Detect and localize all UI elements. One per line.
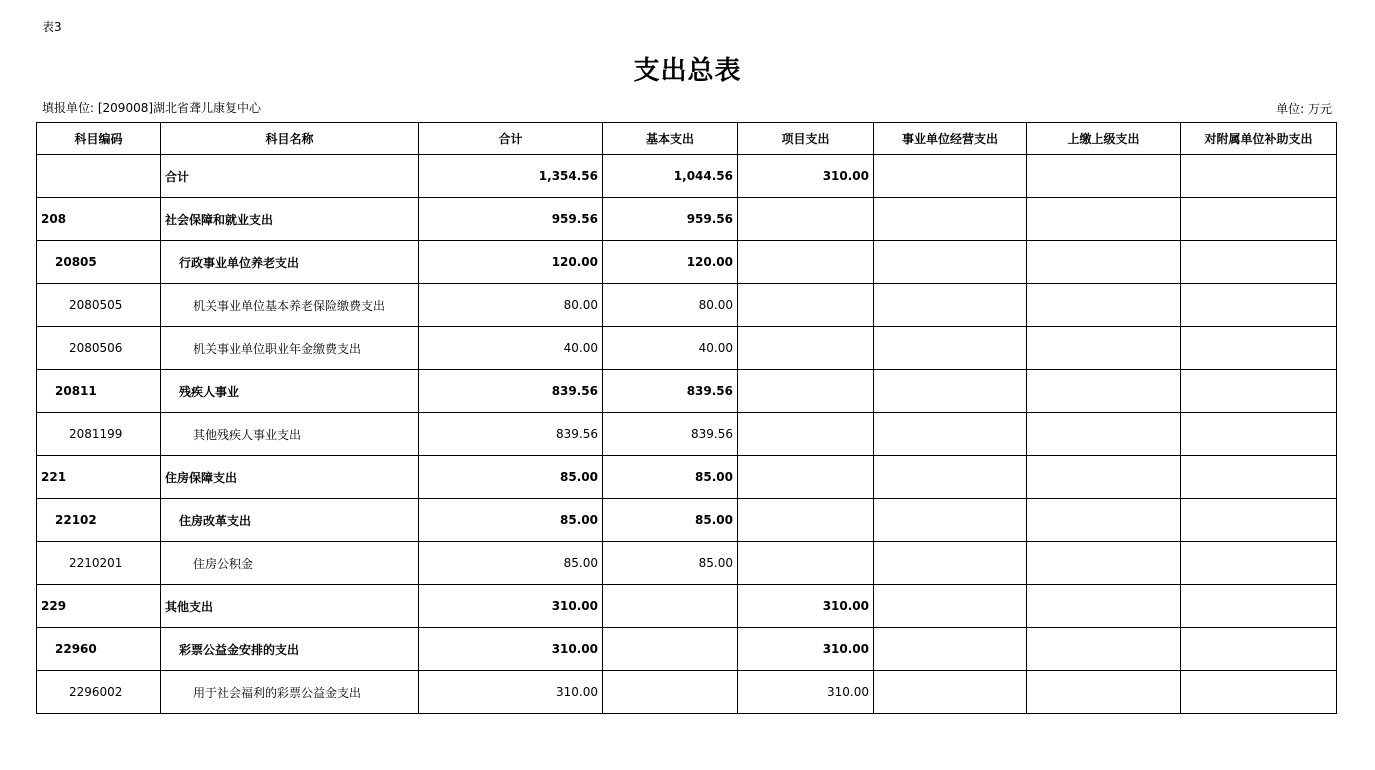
cell-ops <box>874 628 1027 671</box>
filing-unit-label: 填报单位: [209008]湖北省聋儿康复中心 <box>42 101 262 115</box>
cell-basic: 959.56 <box>603 198 738 241</box>
table-row <box>37 671 1337 714</box>
cell-name: 机关事业单位职业年金缴费支出 <box>161 327 419 370</box>
page-title: 支出总表 <box>633 56 742 86</box>
cell-code: 20805 <box>37 241 161 284</box>
cell-name: 残疾人事业 <box>161 370 419 413</box>
cell-total: 85.00 <box>419 542 603 585</box>
cell-code: 229 <box>37 585 161 628</box>
expenditure-table <box>36 122 1337 714</box>
cell-name: 合计 <box>161 155 419 198</box>
cell-subsidy <box>1181 413 1337 456</box>
cell-total: 1,354.56 <box>419 155 603 198</box>
header-upper: 上缴上级支出 <box>1027 123 1181 155</box>
cell-ops <box>874 198 1027 241</box>
table-row <box>37 155 1337 198</box>
cell-ops <box>874 155 1027 198</box>
cell-name: 住房公积金 <box>161 542 419 585</box>
cell-project: 310.00 <box>738 155 874 198</box>
header-name: 科目名称 <box>161 123 419 155</box>
table-row <box>37 585 1337 628</box>
cell-upper <box>1027 628 1181 671</box>
cell-project: 310.00 <box>738 671 874 714</box>
cell-upper <box>1027 198 1181 241</box>
header-code: 科目编码 <box>37 123 161 155</box>
cell-upper <box>1027 671 1181 714</box>
cell-upper <box>1027 413 1181 456</box>
cell-name: 机关事业单位基本养老保险缴费支出 <box>161 284 419 327</box>
cell-code: 22960 <box>37 628 161 671</box>
cell-total: 120.00 <box>419 241 603 284</box>
cell-project <box>738 284 874 327</box>
cell-project <box>738 241 874 284</box>
cell-ops <box>874 413 1027 456</box>
cell-code <box>37 155 161 198</box>
cell-upper <box>1027 327 1181 370</box>
header-total: 合计 <box>419 123 603 155</box>
cell-total: 85.00 <box>419 456 603 499</box>
cell-ops <box>874 456 1027 499</box>
cell-name: 住房保障支出 <box>161 456 419 499</box>
cell-code: 221 <box>37 456 161 499</box>
cell-total: 839.56 <box>419 413 603 456</box>
cell-ops <box>874 370 1027 413</box>
cell-project <box>738 327 874 370</box>
cell-code: 2080506 <box>37 327 161 370</box>
cell-name: 住房改革支出 <box>161 499 419 542</box>
cell-ops <box>874 585 1027 628</box>
header-ops: 事业单位经营支出 <box>874 123 1027 155</box>
cell-subsidy <box>1181 198 1337 241</box>
cell-upper <box>1027 499 1181 542</box>
cell-project: 310.00 <box>738 585 874 628</box>
cell-basic <box>603 628 738 671</box>
cell-code: 2210201 <box>37 542 161 585</box>
cell-code: 22102 <box>37 499 161 542</box>
table-row <box>37 413 1337 456</box>
cell-subsidy <box>1181 671 1337 714</box>
cell-total: 310.00 <box>419 585 603 628</box>
cell-basic: 85.00 <box>603 456 738 499</box>
cell-subsidy <box>1181 327 1337 370</box>
cell-upper <box>1027 456 1181 499</box>
cell-project <box>738 456 874 499</box>
cell-basic: 839.56 <box>603 413 738 456</box>
cell-basic: 120.00 <box>603 241 738 284</box>
cell-subsidy <box>1181 284 1337 327</box>
cell-subsidy <box>1181 585 1337 628</box>
cell-upper <box>1027 284 1181 327</box>
cell-basic: 839.56 <box>603 370 738 413</box>
cell-ops <box>874 327 1027 370</box>
cell-subsidy <box>1181 370 1337 413</box>
cell-ops <box>874 542 1027 585</box>
cell-subsidy <box>1181 456 1337 499</box>
cell-subsidy <box>1181 155 1337 198</box>
cell-project <box>738 413 874 456</box>
cell-name: 社会保障和就业支出 <box>161 198 419 241</box>
cell-name: 其他残疾人事业支出 <box>161 413 419 456</box>
cell-basic: 1,044.56 <box>603 155 738 198</box>
cell-code: 20811 <box>37 370 161 413</box>
cell-ops <box>874 671 1027 714</box>
cell-upper <box>1027 155 1181 198</box>
cell-total: 85.00 <box>419 499 603 542</box>
header-basic: 基本支出 <box>603 123 738 155</box>
header-subsidy: 对附属单位补助支出 <box>1181 123 1337 155</box>
cell-basic: 85.00 <box>603 542 738 585</box>
cell-project <box>738 198 874 241</box>
cell-ops <box>874 499 1027 542</box>
cell-upper <box>1027 585 1181 628</box>
currency-unit-label: 单位: 万元 <box>1276 102 1332 116</box>
cell-project: 310.00 <box>738 628 874 671</box>
cell-code: 2080505 <box>37 284 161 327</box>
cell-total: 959.56 <box>419 198 603 241</box>
cell-ops <box>874 241 1027 284</box>
header-project: 项目支出 <box>738 123 874 155</box>
cell-subsidy <box>1181 241 1337 284</box>
cell-project <box>738 542 874 585</box>
cell-project <box>738 499 874 542</box>
cell-basic: 85.00 <box>603 499 738 542</box>
cell-subsidy <box>1181 542 1337 585</box>
cell-project <box>738 370 874 413</box>
cell-ops <box>874 284 1027 327</box>
cell-basic: 40.00 <box>603 327 738 370</box>
cell-total: 310.00 <box>419 671 603 714</box>
cell-code: 2081199 <box>37 413 161 456</box>
table-row <box>37 241 1337 284</box>
cell-name: 行政事业单位养老支出 <box>161 241 419 284</box>
table-row <box>37 542 1337 585</box>
table-number-label: 表3 <box>42 20 62 34</box>
cell-upper <box>1027 542 1181 585</box>
cell-total: 839.56 <box>419 370 603 413</box>
cell-subsidy <box>1181 499 1337 542</box>
table-row <box>37 198 1337 241</box>
cell-upper <box>1027 241 1181 284</box>
cell-total: 310.00 <box>419 628 603 671</box>
cell-name: 其他支出 <box>161 585 419 628</box>
cell-name: 用于社会福利的彩票公益金支出 <box>161 671 419 714</box>
table-row <box>37 327 1337 370</box>
cell-code: 208 <box>37 198 161 241</box>
table-row <box>37 284 1337 327</box>
cell-basic <box>603 585 738 628</box>
cell-basic <box>603 671 738 714</box>
cell-basic: 80.00 <box>603 284 738 327</box>
cell-total: 80.00 <box>419 284 603 327</box>
header-row <box>37 123 1337 155</box>
table-row <box>37 499 1337 542</box>
cell-total: 40.00 <box>419 327 603 370</box>
cell-name: 彩票公益金安排的支出 <box>161 628 419 671</box>
table-row <box>37 628 1337 671</box>
cell-code: 2296002 <box>37 671 161 714</box>
cell-upper <box>1027 370 1181 413</box>
cell-subsidy <box>1181 628 1337 671</box>
table-row <box>37 456 1337 499</box>
table-row <box>37 370 1337 413</box>
